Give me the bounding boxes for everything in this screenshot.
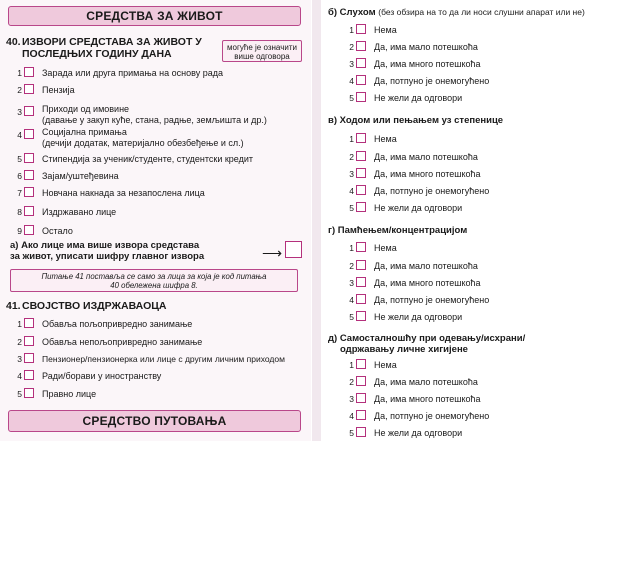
option-label: Не жели да одговори <box>374 203 463 213</box>
option-label: Зарада или друга примања на основу рада <box>42 68 223 78</box>
option-label: Обавља пољопривредно занимање <box>42 319 193 329</box>
d-label-line1: д) Самосталношћу при одевању/исхрани/ <box>328 333 526 344</box>
b-checkbox-3[interactable] <box>356 58 366 68</box>
option-number: 5 <box>17 389 22 399</box>
d-label-line2: одржавању личне хигијене <box>340 344 468 355</box>
d-checkbox-3[interactable] <box>356 393 366 403</box>
q40-checkbox-9[interactable] <box>24 225 34 235</box>
column-divider <box>312 0 321 441</box>
option-number: 2 <box>349 261 354 271</box>
option-number: 4 <box>349 411 354 421</box>
option-number: 4 <box>349 76 354 86</box>
main-source-code-input[interactable] <box>285 241 302 258</box>
q40-note-line2: више одговора <box>234 52 290 61</box>
d-option-2 <box>344 376 594 390</box>
option-number: 4 <box>17 371 22 381</box>
arrow-right-icon: ⟶ <box>262 245 283 261</box>
g-option-5 <box>344 311 594 325</box>
option-label: Нема <box>374 134 397 144</box>
q41-option-5 <box>12 388 302 402</box>
option-label <box>42 127 244 149</box>
option-number: 3 <box>17 354 22 364</box>
option-label: Не жели да одговори <box>374 312 463 322</box>
d-option-4 <box>344 410 594 424</box>
q40-option-3 <box>12 104 302 126</box>
q40-title-line2: ПОСЛЕДЊИХ ГОДИНУ ДАНА <box>22 48 172 60</box>
option-label: Да, има мало потешкоћа <box>374 152 478 162</box>
option-number: 4 <box>349 295 354 305</box>
option-number: 5 <box>17 154 22 164</box>
b-checkbox-5[interactable] <box>356 92 366 102</box>
option-label-line2: (давање у закуп куће, стана, радње, земљишта и др.) <box>42 115 267 125</box>
g-option-1 <box>344 242 594 256</box>
q40-multi-answer-note <box>222 40 302 62</box>
b-option-2 <box>344 41 594 55</box>
option-number: 3 <box>17 107 22 117</box>
q40-checkbox-3[interactable] <box>24 106 34 116</box>
option-label: Да, потпуно је онемогућено <box>374 76 490 86</box>
option-number: 3 <box>349 59 354 69</box>
option-number: 2 <box>17 85 22 95</box>
q41-option-3 <box>12 353 309 367</box>
option-number: 2 <box>17 337 22 347</box>
option-number: 2 <box>349 377 354 387</box>
option-label: Да, има мало потешкоћа <box>374 42 478 52</box>
option-label: Не жели да одговори <box>374 93 463 103</box>
option-number: 4 <box>17 130 22 140</box>
b-option-4 <box>344 75 594 89</box>
option-number: 8 <box>17 207 22 217</box>
option-label: Да, има много потешкоћа <box>374 394 481 404</box>
option-number: 3 <box>349 278 354 288</box>
option-number: 6 <box>17 171 22 181</box>
d-checkbox-5[interactable] <box>356 427 366 437</box>
d-checkbox-2[interactable] <box>356 376 366 386</box>
option-label: Да, има много потешкоћа <box>374 278 481 288</box>
option-number: 5 <box>349 428 354 438</box>
option-label: Новчана накнада за незапослена лица <box>42 188 205 198</box>
option-label: Да, има мало потешкоћа <box>374 377 478 387</box>
d-option-3 <box>344 393 594 407</box>
g-checkbox-5[interactable] <box>356 311 366 321</box>
option-number: 2 <box>349 152 354 162</box>
q41-checkbox-2[interactable] <box>24 336 34 346</box>
option-label: Обавља непољопривредно занимање <box>42 337 203 347</box>
option-label: Стипендија за ученик/студенте, студентски кредит <box>42 154 254 164</box>
option-number: 9 <box>17 226 22 236</box>
q40-checkbox-1[interactable] <box>24 67 34 77</box>
b-option-3 <box>344 58 594 72</box>
d-option-1 <box>344 359 594 373</box>
option-label: Да, има много потешкоћа <box>374 59 481 69</box>
d-checkbox-1[interactable] <box>356 359 366 369</box>
v-option-3 <box>344 168 594 182</box>
g-checkbox-3[interactable] <box>356 277 366 287</box>
q40-option-2 <box>12 84 302 98</box>
q40-sub-a-question <box>10 240 240 262</box>
option-label-line1: Социјална примања <box>42 127 127 137</box>
q40-option-6 <box>12 170 302 184</box>
g-checkbox-2[interactable] <box>356 260 366 270</box>
option-label: Да, потпуно је онемогућено <box>374 295 490 305</box>
q40-option-9 <box>12 225 302 239</box>
option-label: Правно лице <box>42 389 97 399</box>
b-hearing-question <box>328 7 620 18</box>
v-checkbox-4[interactable] <box>356 185 366 195</box>
option-label: Нема <box>374 360 397 370</box>
b-checkbox-1[interactable] <box>356 24 366 34</box>
option-label: Да, има мало потешкоћа <box>374 261 478 271</box>
v-option-1 <box>344 133 594 147</box>
option-label <box>42 104 267 126</box>
b-checkbox-4[interactable] <box>356 75 366 85</box>
q40-title-line1: ИЗВОРИ СРЕДСТАВА ЗА ЖИВОТ У <box>22 36 202 48</box>
q40-title <box>22 36 212 60</box>
g-option-4 <box>344 294 594 308</box>
option-number: 5 <box>349 93 354 103</box>
q40-number: 40. <box>6 36 21 48</box>
q40-sub-a-line2: за живот, уписати шифру главног извора <box>10 251 205 262</box>
q40-option-5 <box>12 153 302 167</box>
g-option-3 <box>344 277 594 291</box>
v-option-2 <box>344 151 594 165</box>
section-header-means-of-travel: СРЕДСТВО ПУТОВАЊА <box>8 410 301 432</box>
option-number: 2 <box>349 42 354 52</box>
q41-checkbox-1[interactable] <box>24 318 34 328</box>
option-label: Пензија <box>42 85 75 95</box>
option-label: Да, има много потешкоћа <box>374 169 481 179</box>
q40-option-8 <box>12 206 302 220</box>
v-checkbox-3[interactable] <box>356 168 366 178</box>
q40-note-line1: могуће је означити <box>227 43 297 52</box>
q41-number: 41. <box>6 300 21 312</box>
v-checkbox-2[interactable] <box>356 151 366 161</box>
option-number: 1 <box>349 360 354 370</box>
g-checkbox-4[interactable] <box>356 294 366 304</box>
option-number: 4 <box>349 186 354 196</box>
v-option-4 <box>344 185 594 199</box>
b-option-5 <box>344 92 594 106</box>
option-label: Нема <box>374 25 397 35</box>
option-number: 1 <box>17 68 22 78</box>
d-self-care-question <box>328 333 588 355</box>
g-checkbox-1[interactable] <box>356 242 366 252</box>
left-panel <box>0 0 311 441</box>
option-number: 3 <box>349 394 354 404</box>
option-number: 5 <box>349 203 354 213</box>
q41-condition-note-line1: Питање 41 поставља се само за лица за која је код питања <box>41 272 267 281</box>
g-memory-question: г) Памћењем/концентрацијом <box>328 225 468 236</box>
q41-option-2 <box>12 336 302 350</box>
v-walking-question: в) Ходом или пењањем уз степенице <box>328 115 504 126</box>
option-number: 1 <box>349 243 354 253</box>
q40-checkbox-7[interactable] <box>24 187 34 197</box>
q41-condition-note <box>10 269 298 292</box>
option-label: Зајам/уштеђевина <box>42 171 119 181</box>
section-header-means-of-living: СРЕДСТВА ЗА ЖИВОТ <box>8 6 301 26</box>
v-checkbox-5[interactable] <box>356 202 366 212</box>
option-number: 1 <box>349 134 354 144</box>
q40-option-7 <box>12 187 302 201</box>
q40-checkbox-4[interactable] <box>24 129 34 139</box>
option-label: Ради/борави у иностранству <box>42 371 162 381</box>
q41-checkbox-5[interactable] <box>24 388 34 398</box>
d-option-5 <box>344 427 594 441</box>
q41-option-1 <box>12 318 302 332</box>
q41-checkbox-3[interactable] <box>24 353 34 363</box>
option-label: Пензионер/пензионерка или лице с другим личним приходом <box>42 354 285 364</box>
option-number: 1 <box>349 25 354 35</box>
q40-checkbox-5[interactable] <box>24 153 34 163</box>
right-panel <box>322 0 620 441</box>
g-option-2 <box>344 260 594 274</box>
option-number: 3 <box>349 169 354 179</box>
option-label-line1: Приходи од имовине <box>42 104 130 114</box>
b-option-1 <box>344 24 594 38</box>
q40-option-1 <box>12 67 302 81</box>
option-label: Остало <box>42 226 73 236</box>
option-label-line2: (дечији додатак, материјално обезбеђење и сл.) <box>42 138 244 148</box>
option-label: Да, потпуно је онемогућено <box>374 411 490 421</box>
option-number: 1 <box>17 319 22 329</box>
option-label: Не жели да одговори <box>374 428 463 438</box>
q40-option-4 <box>12 127 302 149</box>
q41-title: СВОЈСТВО ИЗДРЖАВАОЦА <box>22 300 167 312</box>
v-option-5 <box>344 202 594 216</box>
q40-checkbox-2[interactable] <box>24 84 34 94</box>
q40-checkbox-6[interactable] <box>24 170 34 180</box>
q40-checkbox-8[interactable] <box>24 206 34 216</box>
option-label: Да, потпуно је онемогућено <box>374 186 490 196</box>
b-hearing-label: б) Слухом <box>328 7 376 18</box>
q41-condition-note-line2: 40 обележена шифра 8. <box>110 281 198 290</box>
b-hearing-paren: (без обзира на то да ли носи слушни апарат или не) <box>378 7 585 17</box>
q41-checkbox-4[interactable] <box>24 370 34 380</box>
q41-option-4 <box>12 370 302 384</box>
option-number: 7 <box>17 188 22 198</box>
d-checkbox-4[interactable] <box>356 410 366 420</box>
option-number: 5 <box>349 312 354 322</box>
option-label: Издржавано лице <box>42 207 117 217</box>
option-label: Нема <box>374 243 397 253</box>
b-checkbox-2[interactable] <box>356 41 366 51</box>
q40-sub-a-line1: а) Ако лице има више извора средстава <box>10 240 200 251</box>
v-checkbox-1[interactable] <box>356 133 366 143</box>
